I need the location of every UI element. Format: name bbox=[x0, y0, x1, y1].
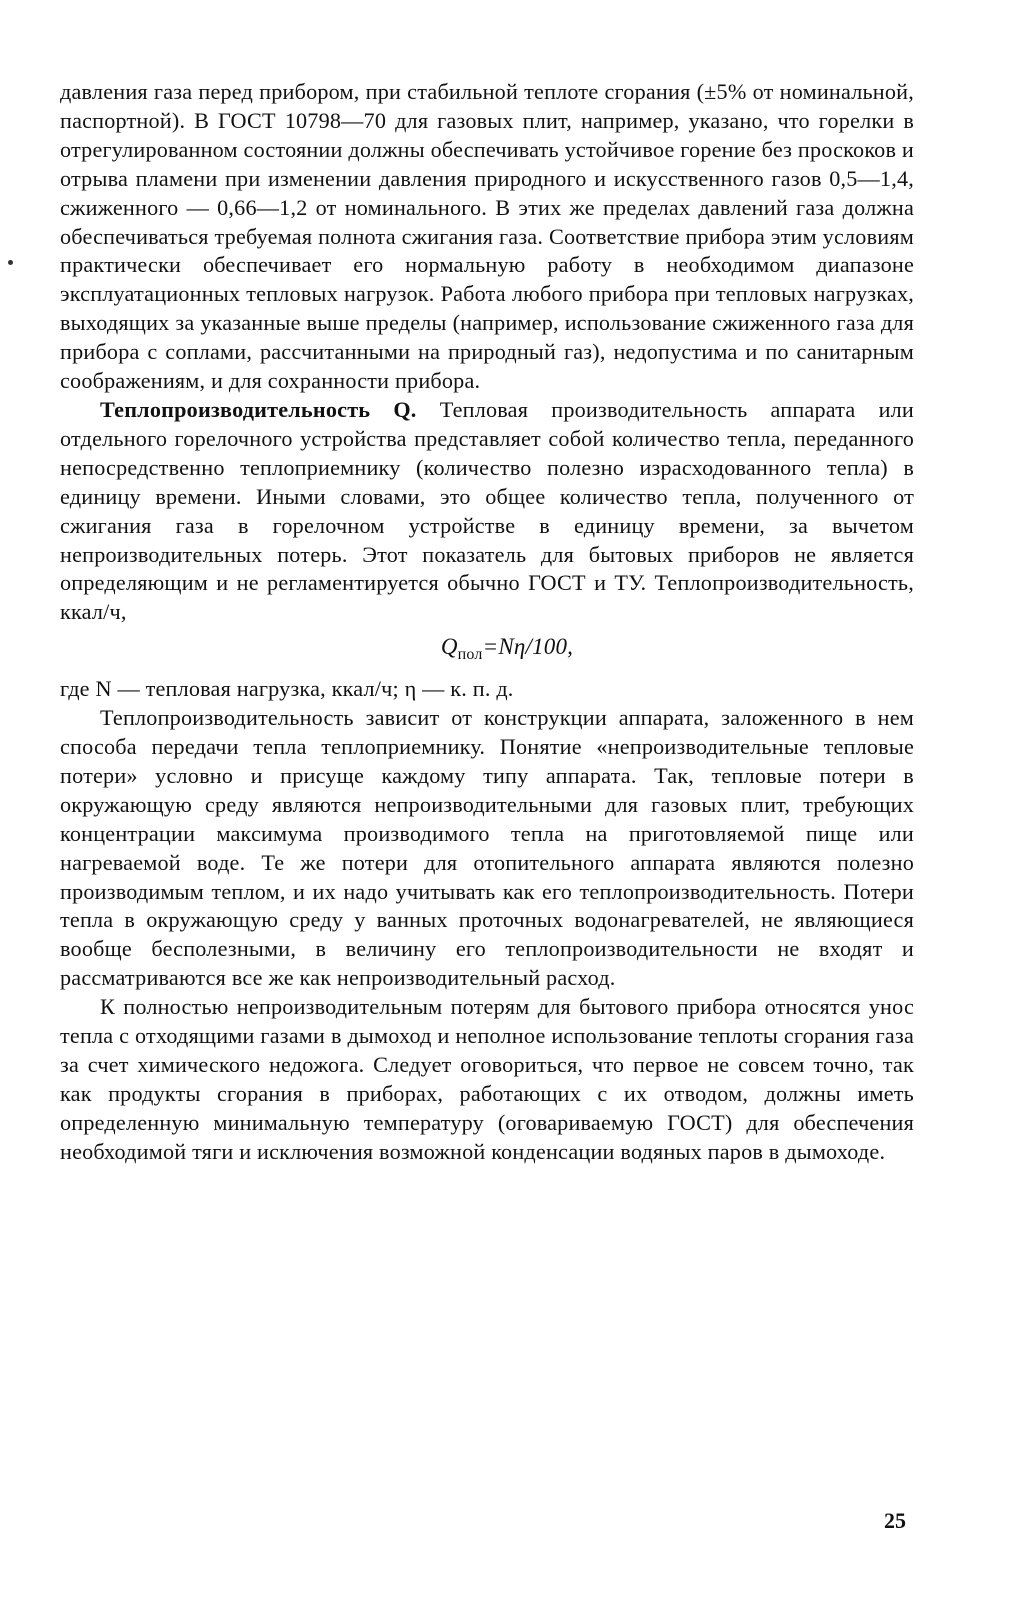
paragraph-gas-pressure: давления газа перед прибором, при стабильной теплоте сгорания (±5% от номинальной, паспортной). В ГОСТ 10798—70 для газовых плит, например, указано, что горелки в отрегулированном состоянии должны обеспечивать устойчивое горение без проскоков и отрыва пламени при изменении давления природного и искусственного газов 0,5—1,4, сжиженного — 0,66—1,2 от номинального. В этих же пределах давлений газа должна обеспечиваться требуемая полнота сжигания газа. Соответствие прибора этим условиям практически обеспечивает его нормальную работу в необходимом диапазоне эксплуатационных тепловых нагрузок. Работа любого прибора при тепловых нагрузках, выходящих за указанные выше пределы (например, использование сжиженного газа для прибора с соплами, рассчитанными на природный газ), недопустима и по санитарным соображениям, и для сохранности прибора. bbox=[60, 79, 914, 394]
paragraph-heat-output bbox=[60, 396, 914, 627]
paragraph-heat-output-body: Тепловая производительность аппарата или отдельного горелочного устройства представляет собой количество тепла, переданного непосредственно теплоприемнику (количество полезно израсходованного тепла) в единицу времени. Иными словами, это общее количество тепла, полученного от сжигания газа в горелочном устройстве в единицу времени, за вычетом непроизводительных потерь. Этот показатель для бытовых приборов не является определяющим и не регламентируется обычно ГОСТ и ТУ. Теплопроизводительность, ккал/ч, bbox=[60, 396, 914, 625]
formula-symbol: Q bbox=[440, 634, 458, 660]
paragraph-losses: Теплопроизводительность зависит от конструкции аппарата, заложенного в нем способа передачи тепла теплоприемнику. Понятие «непроизводительные тепловые потери» условно и присуще каждому типу аппарата. Так, тепловые потери в окружающую среду являются непроизводительными для газовых плит, требующих концентрации максимума производимого тепла на приготовляемой пище или нагреваемой воде. Те же потери для отопительного аппарата являются полезно производимым теплом, и их надо учитывать как его теплопроизводительность. Потери тепла в окружающую среду у ванных проточных водонагревателей, не являющиеся вообще бесполезными, в величину его теплопроизводительности не входят и рассматриваются все же как непроизводительный расход. bbox=[60, 705, 914, 991]
formula-expression: =Nη/100, bbox=[482, 634, 574, 660]
margin-mark bbox=[8, 260, 13, 265]
formula bbox=[60, 627, 914, 675]
formula-subscript: пол bbox=[457, 646, 483, 664]
page-number: 25 bbox=[884, 1508, 906, 1533]
body-text bbox=[60, 78, 914, 1167]
paragraph-unproductive-losses: К полностью непроизводительным потерям для бытового прибора относятся унос тепла с отходящими газами в дымоход и неполное использование теплоты сгорания газа за счет химического недожога. Следует оговориться, что первое не совсем точно, так как продукты сгорания в приборах, работающих с их отводом, должны иметь определенную минимальную температуру (оговариваемую ГОСТ) для обеспечения необходимой тяги и исключения возможной конденсации водяных паров в дымоходе. bbox=[60, 994, 914, 1164]
formula-legend: где N — тепловая нагрузка, ккал/ч; η — к. п. д. bbox=[60, 676, 514, 702]
run-in-heading: Теплопроизводительность Q. bbox=[100, 396, 417, 422]
